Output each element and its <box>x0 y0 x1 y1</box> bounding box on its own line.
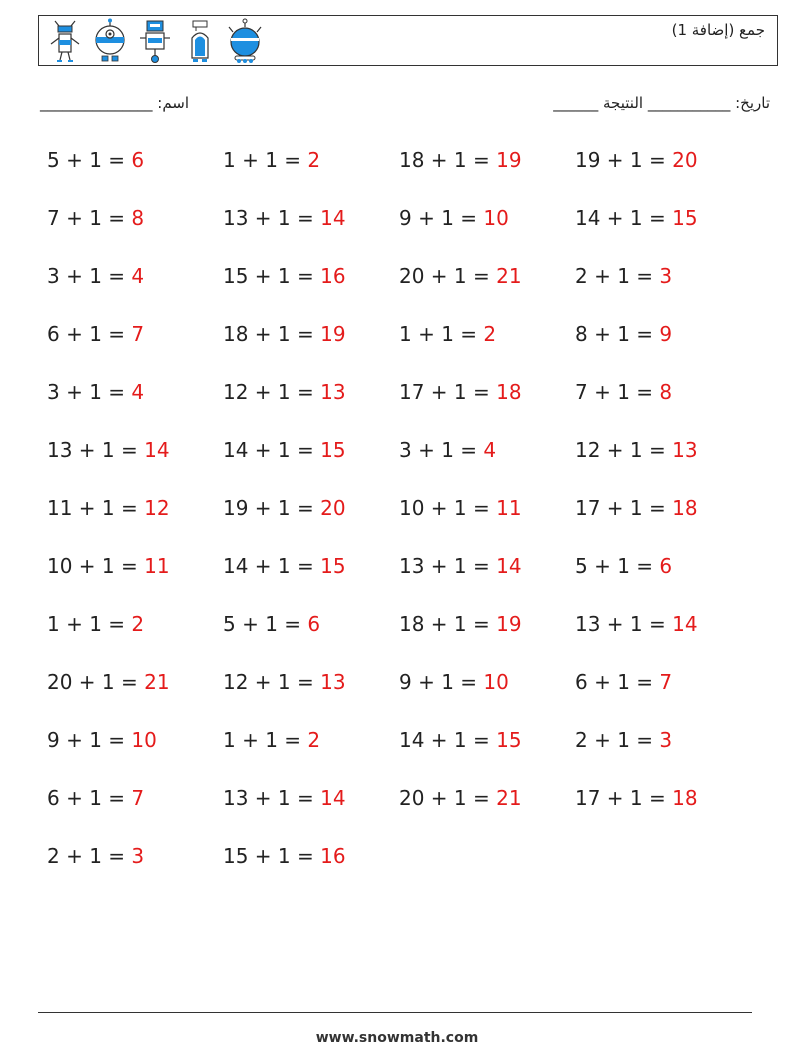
problem-answer: 3 <box>131 844 145 868</box>
problem-answer: 18 <box>672 496 698 520</box>
problem <box>575 549 751 607</box>
robot-icon <box>227 18 263 64</box>
problem <box>223 723 399 781</box>
problem-question: 10 + 1 = <box>47 554 145 578</box>
problem-answer: 8 <box>659 380 673 404</box>
problem-question: 19 + 1 = <box>223 496 321 520</box>
problem-answer: 7 <box>131 786 145 810</box>
problem <box>399 549 575 607</box>
problem-question: 8 + 1 = <box>575 322 660 346</box>
problem-answer: 3 <box>659 728 673 752</box>
problem <box>399 781 575 839</box>
problem-question: 13 + 1 = <box>399 554 497 578</box>
problem <box>47 317 223 375</box>
problem-question: 18 + 1 = <box>399 612 497 636</box>
problem-answer: 2 <box>483 322 497 346</box>
problem <box>223 375 399 433</box>
problem <box>223 607 399 665</box>
problem-answer: 13 <box>672 438 698 462</box>
problem-answer: 15 <box>496 728 522 752</box>
problem-answer: 2 <box>307 728 321 752</box>
problem <box>575 375 751 433</box>
problem <box>399 317 575 375</box>
problem-row <box>47 375 751 433</box>
problem <box>47 433 223 491</box>
problem <box>223 317 399 375</box>
problem <box>575 781 751 839</box>
problem <box>223 549 399 607</box>
problem-answer: 19 <box>496 148 522 172</box>
problem-row <box>47 723 751 781</box>
problem-question: 3 + 1 = <box>47 380 132 404</box>
problem <box>47 723 223 781</box>
problem-row <box>47 491 751 549</box>
problem <box>399 433 575 491</box>
problem <box>47 607 223 665</box>
footer-divider <box>38 1012 752 1013</box>
problem-answer: 9 <box>659 322 673 346</box>
problem-answer: 6 <box>659 554 673 578</box>
problem-question: 5 + 1 = <box>223 612 308 636</box>
problem <box>399 143 575 201</box>
problem-question: 12 + 1 = <box>223 670 321 694</box>
problem-answer: 19 <box>320 322 346 346</box>
problem-row <box>47 607 751 665</box>
problem-row <box>47 201 751 259</box>
problem <box>223 201 399 259</box>
problem <box>575 491 751 549</box>
problem-answer: 11 <box>496 496 522 520</box>
problem-question: 7 + 1 = <box>575 380 660 404</box>
problem-question: 9 + 1 = <box>399 206 484 230</box>
problem <box>47 201 223 259</box>
problem-answer: 2 <box>307 148 321 172</box>
problem-question: 13 + 1 = <box>223 206 321 230</box>
problem <box>47 665 223 723</box>
problem-row <box>47 317 751 375</box>
robot-icon <box>137 18 173 64</box>
robot-icon <box>47 18 83 64</box>
problem-answer: 21 <box>496 786 522 810</box>
problem-question: 6 + 1 = <box>47 322 132 346</box>
problem <box>399 375 575 433</box>
problem-question: 2 + 1 = <box>575 264 660 288</box>
problem-answer: 10 <box>483 206 509 230</box>
problem-question: 15 + 1 = <box>223 844 321 868</box>
footer-url[interactable]: www.snowmath.com <box>315 1030 479 1046</box>
problem <box>399 201 575 259</box>
problem-question: 9 + 1 = <box>47 728 132 752</box>
problem-question: 13 + 1 = <box>223 786 321 810</box>
problem-question: 11 + 1 = <box>47 496 145 520</box>
problem-answer: 20 <box>320 496 346 520</box>
problem-answer: 4 <box>131 264 145 288</box>
problem-answer: 14 <box>320 206 346 230</box>
problem <box>575 433 751 491</box>
problem-question: 19 + 1 = <box>575 148 673 172</box>
problem-answer: 14 <box>672 612 698 636</box>
date-score-field: تاريخ: ___________ النتيجة ______ <box>553 94 770 112</box>
name-field: اسم: _______________ <box>40 94 190 112</box>
problem-answer: 10 <box>483 670 509 694</box>
problem-question: 9 + 1 = <box>399 670 484 694</box>
problem-answer: 7 <box>659 670 673 694</box>
problem-answer: 10 <box>131 728 157 752</box>
problem <box>47 259 223 317</box>
problem <box>399 607 575 665</box>
problem-answer: 14 <box>144 438 170 462</box>
problem-question: 15 + 1 = <box>223 264 321 288</box>
problem <box>223 433 399 491</box>
problem-question: 14 + 1 = <box>223 438 321 462</box>
problem-answer: 21 <box>496 264 522 288</box>
problem <box>399 259 575 317</box>
problem-answer: 12 <box>144 496 170 520</box>
problem <box>223 259 399 317</box>
problem <box>223 143 399 201</box>
problem-answer: 11 <box>144 554 170 578</box>
problem-question: 1 + 1 = <box>47 612 132 636</box>
problem-question: 1 + 1 = <box>223 148 308 172</box>
problem-question: 1 + 1 = <box>399 322 484 346</box>
worksheet-title: جمع (إضافة 1) <box>671 21 765 39</box>
problem-question: 12 + 1 = <box>575 438 673 462</box>
robot-icon <box>182 18 218 64</box>
problem-question: 6 + 1 = <box>47 786 132 810</box>
problem <box>47 143 223 201</box>
problem-question: 18 + 1 = <box>399 148 497 172</box>
problem <box>223 781 399 839</box>
problem <box>399 723 575 781</box>
problem-question: 3 + 1 = <box>47 264 132 288</box>
worksheet-header <box>38 15 778 66</box>
problem-question: 12 + 1 = <box>223 380 321 404</box>
problem <box>47 491 223 549</box>
problem <box>575 665 751 723</box>
problem-question: 14 + 1 = <box>399 728 497 752</box>
problem-question: 10 + 1 = <box>399 496 497 520</box>
problem-answer: 15 <box>672 206 698 230</box>
problem-question: 5 + 1 = <box>575 554 660 578</box>
problem <box>575 317 751 375</box>
problem-answer: 19 <box>496 612 522 636</box>
problem-answer: 13 <box>320 670 346 694</box>
problem-answer: 4 <box>483 438 497 462</box>
problem <box>575 607 751 665</box>
problem-answer: 2 <box>131 612 145 636</box>
problem-answer: 15 <box>320 438 346 462</box>
problem-grid <box>47 143 751 897</box>
problem <box>47 375 223 433</box>
problem <box>47 781 223 839</box>
problem <box>223 839 399 897</box>
problem-row <box>47 781 751 839</box>
problem-question: 1 + 1 = <box>223 728 308 752</box>
problem-answer: 18 <box>672 786 698 810</box>
problem-row <box>47 433 751 491</box>
problem <box>47 839 223 897</box>
problem-answer: 15 <box>320 554 346 578</box>
problem <box>399 665 575 723</box>
problem-question: 17 + 1 = <box>399 380 497 404</box>
problem <box>575 259 751 317</box>
problem-answer: 6 <box>131 148 145 172</box>
problem-row <box>47 839 751 897</box>
problem-row <box>47 143 751 201</box>
problem-question: 14 + 1 = <box>575 206 673 230</box>
problem <box>575 143 751 201</box>
problem-answer: 16 <box>320 844 346 868</box>
problem-answer: 3 <box>659 264 673 288</box>
problem-row <box>47 259 751 317</box>
problem-question: 17 + 1 = <box>575 496 673 520</box>
problem-question: 2 + 1 = <box>47 844 132 868</box>
problem-question: 14 + 1 = <box>223 554 321 578</box>
problem-answer: 16 <box>320 264 346 288</box>
problem-question: 5 + 1 = <box>47 148 132 172</box>
problem-answer: 14 <box>320 786 346 810</box>
problem-answer: 20 <box>672 148 698 172</box>
problem-question: 18 + 1 = <box>223 322 321 346</box>
problem-question: 17 + 1 = <box>575 786 673 810</box>
problem-answer: 18 <box>496 380 522 404</box>
problem-answer: 21 <box>144 670 170 694</box>
problem-question: 6 + 1 = <box>575 670 660 694</box>
problem-answer: 14 <box>496 554 522 578</box>
robot-icon <box>92 18 128 64</box>
problem-answer: 6 <box>307 612 321 636</box>
problem-question: 20 + 1 = <box>399 786 497 810</box>
problem-question: 13 + 1 = <box>575 612 673 636</box>
problem-answer: 4 <box>131 380 145 404</box>
problem-question: 13 + 1 = <box>47 438 145 462</box>
problem <box>223 491 399 549</box>
problem-question: 3 + 1 = <box>399 438 484 462</box>
robot-icons <box>47 18 263 64</box>
problem <box>223 665 399 723</box>
problem-answer: 7 <box>131 322 145 346</box>
problem-answer: 8 <box>131 206 145 230</box>
problem <box>575 201 751 259</box>
problem-question: 2 + 1 = <box>575 728 660 752</box>
problem-row <box>47 665 751 723</box>
problem-question: 7 + 1 = <box>47 206 132 230</box>
problem <box>47 549 223 607</box>
problem-question: 20 + 1 = <box>399 264 497 288</box>
problem-answer: 13 <box>320 380 346 404</box>
problem <box>575 723 751 781</box>
problem-row <box>47 549 751 607</box>
problem <box>399 491 575 549</box>
problem-question: 20 + 1 = <box>47 670 145 694</box>
